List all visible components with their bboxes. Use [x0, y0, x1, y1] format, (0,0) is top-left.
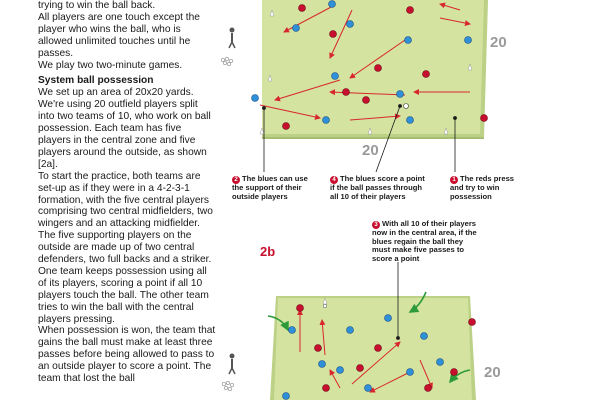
caption-text: The blues score a point if the ball passes through all 10 of their players: [330, 174, 425, 201]
article-paragraph: We play two two-minute games.: [38, 59, 183, 71]
article-paragraph: To start the practice, both teams are set-up as if they were in a 4-2-3-1 formation, with the five central players comprising two central midfielders, two wingers and an attacking midfielder. The five supporting players on the outside are made up of two central defenders, two full backs and a striker.: [38, 170, 213, 266]
diagram-a-caption-1: [450, 175, 522, 201]
diagram-b-dimension-side: 20: [484, 364, 501, 381]
diagram-b-label: 2b: [260, 244, 276, 259]
diagram-a-caption-4: [330, 175, 426, 201]
ball-supply: [222, 381, 234, 391]
diagram-a-dimension-bottom: 20: [362, 142, 379, 159]
diagram-a-dimension-side: 20: [490, 34, 507, 51]
caption-number-badge: 1: [450, 176, 458, 184]
coach-figure: [229, 28, 235, 49]
article-paragraph: We set up an area of 20x20 yards. We're using 20 outfield players split into two teams of 10, who work on ball possession. Each team has five players in the central zone and five players around the outside, as shown [2a].: [38, 87, 211, 170]
caption-number-badge: 4: [330, 176, 338, 184]
caption-number-badge: 2: [232, 176, 240, 184]
caption-text: With all 10 of their players now in the central area, if the blues regain the ball they must make five passes to score a point: [372, 219, 477, 263]
article-paragraph: trying to win the ball back.: [38, 0, 156, 11]
diagram-a-caption-2: [232, 175, 310, 201]
caption-text: The reds press and try to win possession: [450, 174, 515, 201]
diagram-b-caption-3: [372, 220, 480, 263]
ball-supply: [221, 57, 233, 66]
caption-text: The blues can use the support of their outside players: [232, 174, 308, 201]
caption-number-badge: 3: [372, 221, 380, 229]
ball: [404, 104, 409, 109]
coach-figure: [229, 354, 235, 375]
article-paragraph: All players are one touch except the player who wins the ball, who is allowed unlimited touches until he passes.: [38, 11, 200, 59]
article-paragraph: One team keeps possession using all of its players, scoring a point if all 10 players touch the ball. The other team tries to win the ball with the central players pressing.: [38, 265, 209, 325]
article-paragraph: When possession is won, the team that gains the ball must make at least three passes before being allowed to pass to an outside player to score a point. The team that lost the ball: [38, 325, 216, 385]
section-heading: System ball possession: [38, 75, 154, 87]
